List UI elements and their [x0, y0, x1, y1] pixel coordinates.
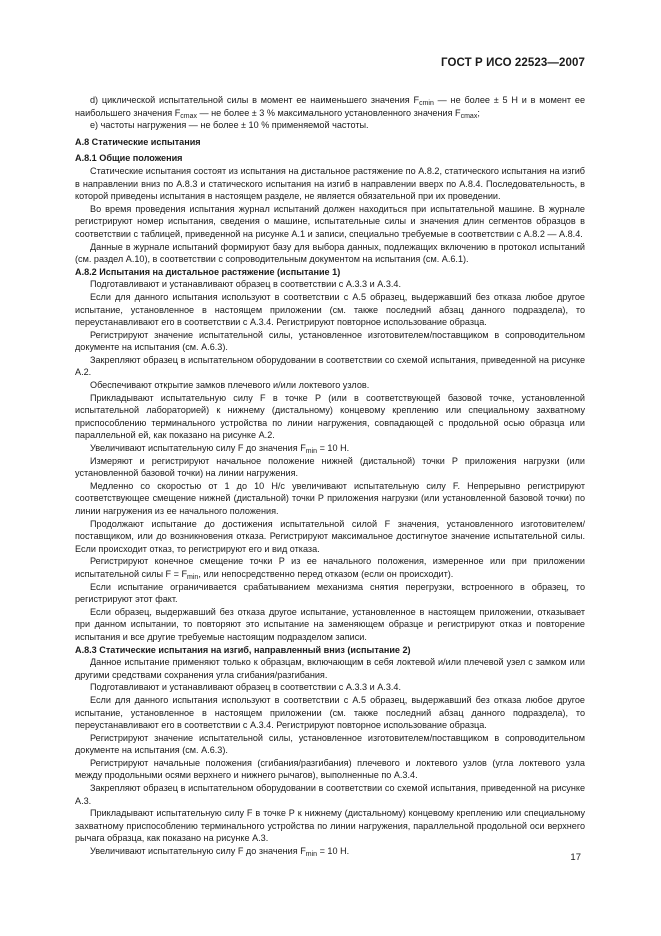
paragraph: Прикладывают испытательную силу F в точке Р (или в соответствующей базовой точке, установленной испытательной лабораторией) к нижнему (дистальному) концевому креплению или специальному захватному приспособлению терминального устройства по линии нагружения, совпадающей с продольной осью образца или параллельной ей, как показано на рисунке А.2.: [75, 392, 585, 441]
paragraph: Данные в журнале испытаний формируют базу для выбора данных, подлежащих включению в протокол испытаний (см. раздел А.10), в соответствии с сопроводительным документом на испытания (см. А.6.1).: [75, 241, 585, 265]
paragraph-d: d) циклической испытательной силы в момент ее наименьшего значения $F_{cmin}$ — не более ± 5 Н и в момент ее наибольшего значения $F_{cmax}$ — не более ± 3 % максимального установленного значения $F_{cmax}$;: [75, 95, 586, 120]
page-body: [75, 94, 585, 858]
paragraph: Регистрируют значение испытательной силы, установленное изготовителем/поставщиком в сопроводительном документе на испытания (см. А.6.3).: [75, 329, 585, 353]
paragraph: Измеряют и регистрируют начальное положение нижней (дистальной) точки Р приложения нагрузки (или установленной базовой точки) на линии нагружения.: [75, 455, 585, 479]
paragraph: Прикладывают испытательную силу F в точке Р к нижнему (дистальному) концевому креплению или специальному захватному приспособлению терминального устройства по линии нагружения, параллельной продольной оси верхнего рычага образца, как показано на рисунке А.3.: [75, 808, 585, 844]
paragraph: Если для данного испытания используют в соответствии с А.5 образец, выдержавший без отказа любое другое испытание, установленное в настоящем приложении (см. также последний абзац данного подраздела), то переустанавливают его в соответствии с А.3.4. Регистрируют повторное использование образца.: [75, 694, 585, 731]
paragraph: Регистрируют значение испытательной силы, установленное изготовителем/поставщиком в сопроводительном документе на испытания (см. А.6.3).: [75, 732, 585, 756]
paragraph: Подготавливают и устанавливают образец в соответствии с А.3.3 и А.3.4.: [90, 682, 402, 693]
subsection-heading-a83: А.8.3 Статические испытания на изгиб, направленный вниз (испытание 2): [75, 644, 411, 655]
page-number: 17: [570, 852, 581, 863]
paragraph: Статические испытания состоят из испытания на дистальное растяжение по А.8.2, статического испытания на изгиб в направлении вниз по А.8.3 и статического испытания на изгиб в направлении вверх по А.8.4. Последовательность, в которой приведены испытания в настоящем разделе, не является обязательной при их проведении.: [75, 165, 585, 202]
subsection-heading-a81: А.8.1 Общие положения: [75, 153, 183, 164]
subsection-heading-a82: А.8.2 Испытания на дистальное растяжение (испытание 1): [75, 266, 341, 277]
page-header: ГОСТ Р ИСО 22523—2007: [440, 57, 585, 69]
paragraph: Данное испытание применяют только к образцам, включающим в себя локтевой и/или плечевой узел с замком или другими средствами сохранения угла сгибания/разгибания.: [75, 657, 585, 680]
paragraph: Если образец, выдержавший без отказа другое испытание, установленное в настоящем приложении, отказывает при данном испытании, то повторяют это испытание на заменяющем образце и регистрируют отказ и повторение испытания и все другие требуемые настоящим подразделом записи.: [75, 606, 585, 642]
paragraph: Если для данного испытания используют в соответствии с А.5 образец, выдержавший без отказа любое другое испытание, установленное в настоящем приложении (см. также последний абзац данного подраздела), то переустанавливают его в соответствии с А.3.4. Регистрируют повторное использование образца.: [75, 291, 585, 328]
paragraph: Медленно со скоростью от 1 до 10 Н/с увеличивают испытательную силу F. Непрерывно регистрируют соответствующее смещение нижней (дистальной) точки Р приложения нагрузки (или установленной базовой точки) по линии нагружения из ее начального положения.: [75, 480, 585, 516]
section-heading-a8: А.8 Статические испытания: [75, 136, 201, 147]
paragraph: Обеспечивают открытие замков плечевого и/или локтевого узлов.: [90, 380, 370, 391]
paragraph: Закрепляют образец в испытательном оборудовании в соответствии со схемой испытания, приведенной на рисунке А.2.: [75, 354, 585, 378]
paragraph: Регистрируют начальные положения (сгибания/разгибания) плечевого и локтевого узлов (угла локтевого узла между продольными осями верхнего и нижнего рычагов), выполненные по А.3.4.: [75, 757, 585, 781]
paragraph: Во время проведения испытания журнал испытаний должен находиться при испытательной машине. В журнале регистрируют номер испытания, сведения о машине, испытательные силы и значения длин сегментов образцов в соответствии с таблицей, приведенной на рисунке А.1 и записи, специально требуемые в соответствии с А.8.2 — А.8.4.: [75, 203, 585, 239]
paragraph: Если испытание ограничивается срабатыванием механизма снятия перегрузки, встроенного в образец, то регистрируют этот факт.: [75, 581, 585, 605]
paragraph: Увеличивают испытательную силу F до значения $F_{min} = 10$ Н.: [90, 443, 350, 456]
paragraph-e: е) частоты нагружения — не более ± 10 % применяемой частоты.: [90, 120, 369, 131]
paragraph: Регистрируют конечное смещение точки Р из ее начального положения, измеренное или при приложении испытательной силы $F = F_{min}$, или непосредственно перед отказом (если он происходит).: [75, 556, 585, 581]
paragraph: Продолжают испытание до достижения испытательной силой F значения, установленного изготовителем/поставщиком, или до возникновения отказа. Регистрируют максимальное достигнутое значение испытательной силы. Если происходит отказ, то регистрируют его и вид отказа.: [75, 518, 585, 554]
paragraph: Подготавливают и устанавливают образец в соответствии с А.3.3 и А.3.4.: [90, 279, 402, 290]
paragraph: Закрепляют образец в испытательном оборудовании в соответствии со схемой испытания, приведенной на рисунке А.3.: [75, 783, 585, 806]
paragraph: Увеличивают испытательную силу F до значения $F_{min} = 10$ Н.: [90, 846, 350, 859]
